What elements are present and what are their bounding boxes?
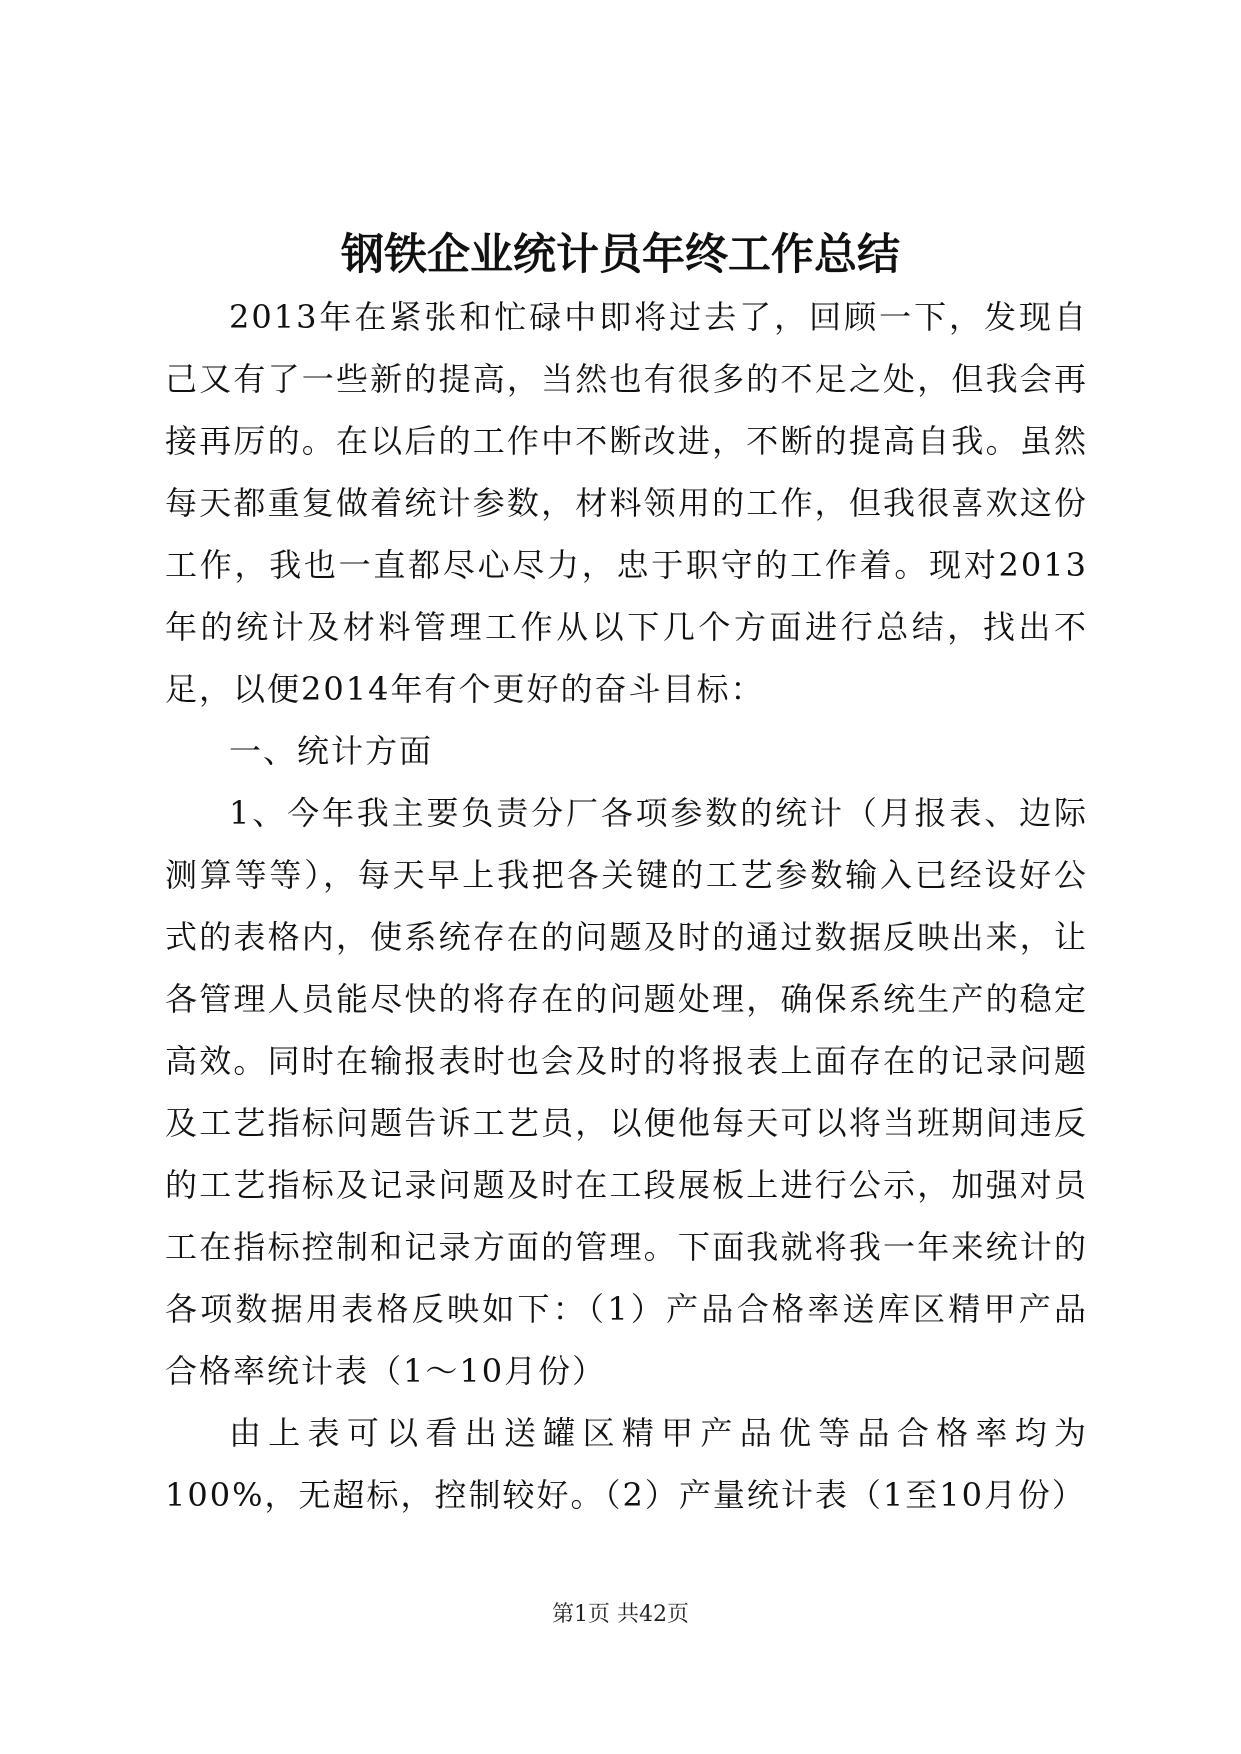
page-footer: 第1页 共42页	[552, 1602, 689, 1627]
paragraph-statistics-detail: 1、今年我主要负责分厂各项参数的统计（月报表、边际测算等等），每天早上我把各关键的工艺参数输入已经设好公式的表格内，使系统存在的问题及时的通过数据反映出来，让各管理人员能尽快的将存在的问题处理，确保系统生产的稳定高效。同时在输报表时也会及时的将报表上面存在的记录问题及工艺指标问题告诉工艺员，以便他每天可以将当班期间违反的工艺指标及记录问题及时在工段展板上进行公示，加强对员工在指标控制和记录方面的管理。下面我就将我一年来统计的各项数据用表格反映如下：（1）产品合格率送库区精甲产品合格率统计表（1～10月份）	[165, 794, 1088, 1390]
document-body	[165, 286, 1088, 1526]
paragraph-summary: 由上表可以看出送罐区精甲产品优等品合格率均为100%，无超标，控制较好。（2）产量统计表（1至10月份）	[165, 1414, 1088, 1514]
paragraph-intro: 2013年在紧张和忙碌中即将过去了，回顾一下，发现自己又有了一些新的提高，当然也有很多的不足之处，但我会再接再厉的。在以后的工作中不断改进，不断的提高自我。虽然每天都重复做着统计参数，材料领用的工作，但我很喜欢这份工作，我也一直都尽心尽力，忠于职守的工作着。现对2013年的统计及材料管理工作从以下几个方面进行总结，找出不足，以便2014年有个更好的奋斗目标：	[165, 298, 1088, 708]
document-title: 钢铁企业统计员年终工作总结	[341, 230, 900, 280]
section-heading-statistics: 一、统计方面	[229, 732, 434, 770]
